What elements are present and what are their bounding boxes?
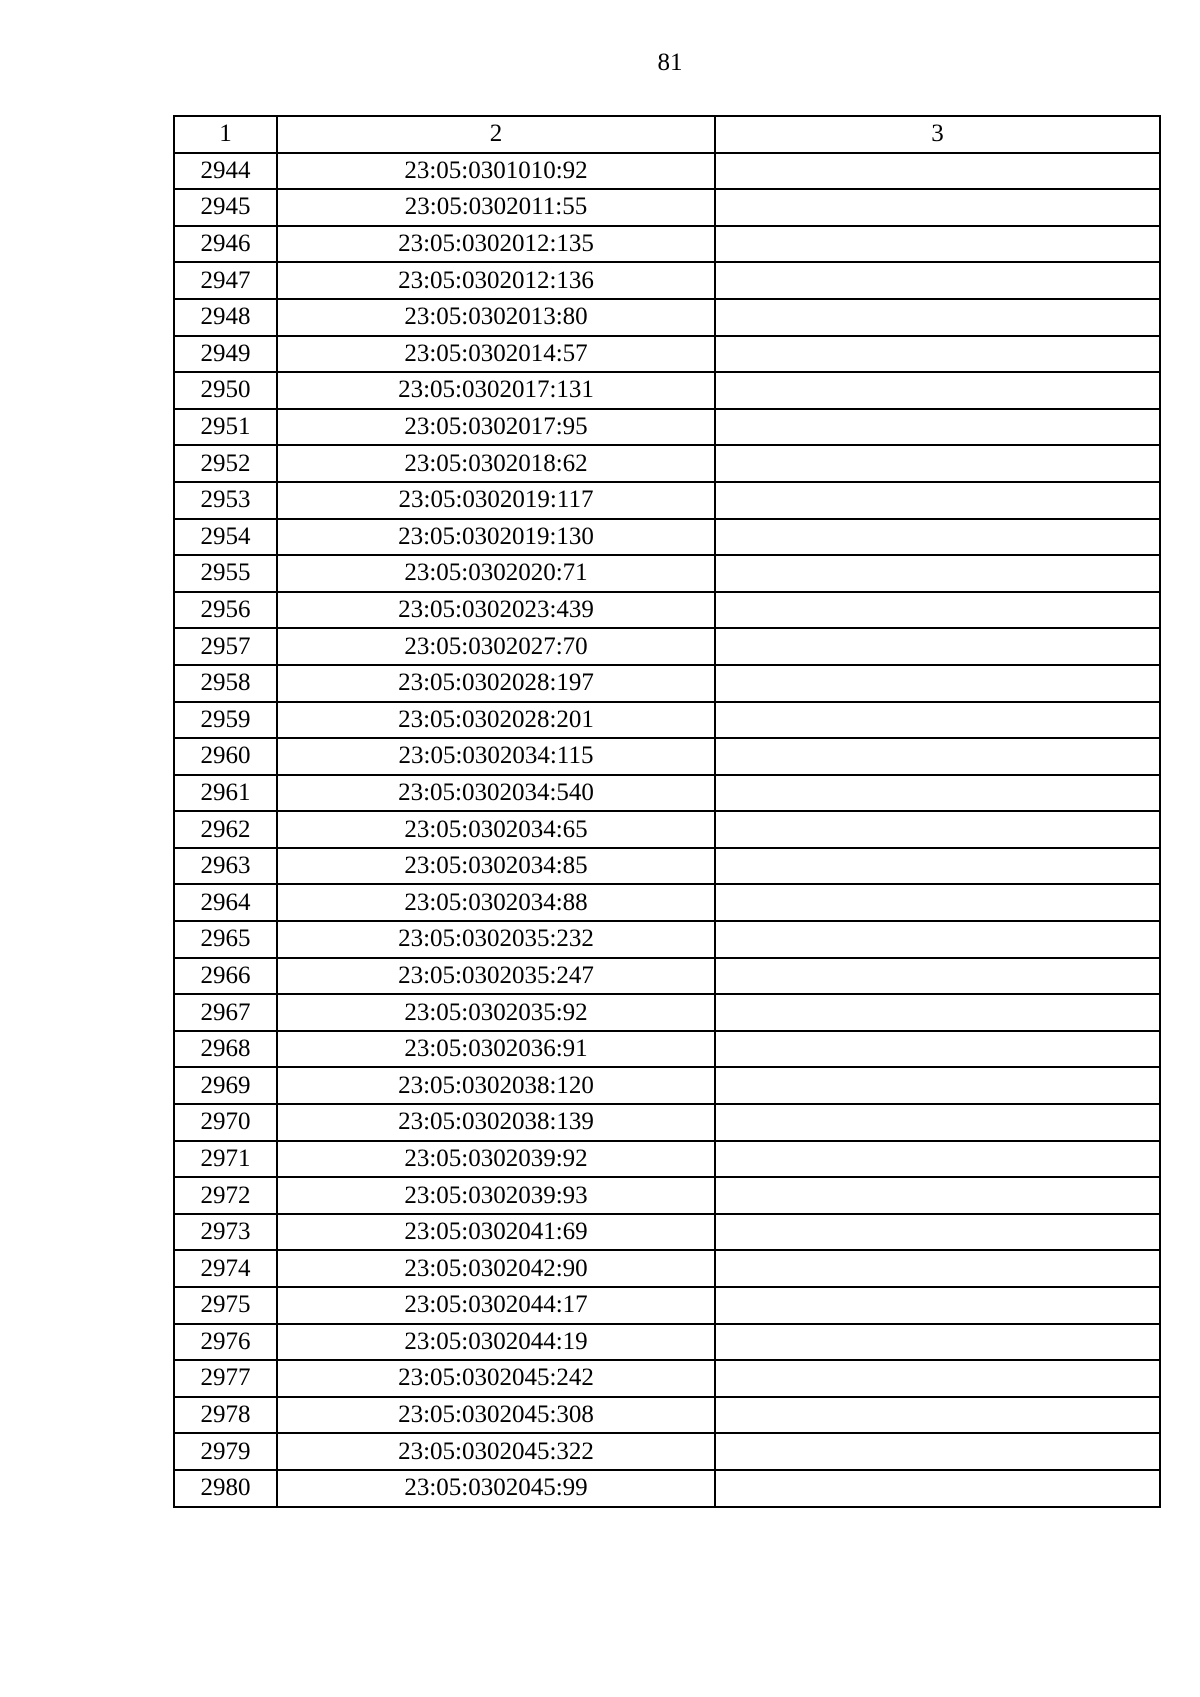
row-number-cell: 2977 [174,1360,277,1397]
cadastral-number-cell: 23:05:0302039:92 [277,1141,715,1178]
table-row [174,555,1160,592]
table-row [174,994,1160,1031]
cadastral-table [173,115,1161,1508]
table-row [174,445,1160,482]
row-number-cell: 2972 [174,1177,277,1214]
row-number-cell: 2954 [174,519,277,556]
header-cell-1: 1 [174,116,277,153]
notes-cell [715,1287,1160,1324]
notes-cell [715,189,1160,226]
notes-cell [715,226,1160,263]
table-row [174,1360,1160,1397]
notes-cell [715,299,1160,336]
table-row [174,958,1160,995]
table-row [174,1177,1160,1214]
row-number-cell: 2952 [174,445,277,482]
cadastral-number-cell: 23:05:0302038:120 [277,1067,715,1104]
row-number-cell: 2949 [174,336,277,373]
notes-cell [715,775,1160,812]
notes-cell [715,1470,1160,1507]
row-number-cell: 2957 [174,628,277,665]
notes-cell [715,153,1160,190]
notes-cell [715,592,1160,629]
notes-cell [715,555,1160,592]
notes-cell [715,519,1160,556]
row-number-cell: 2970 [174,1104,277,1141]
cadastral-number-cell: 23:05:0302041:69 [277,1214,715,1251]
table-row [174,1141,1160,1178]
row-number-cell: 2955 [174,555,277,592]
row-number-cell: 2962 [174,811,277,848]
table-row [174,775,1160,812]
table-row [174,189,1160,226]
cadastral-number-cell: 23:05:0302012:135 [277,226,715,263]
row-number-cell: 2967 [174,994,277,1031]
row-number-cell: 2969 [174,1067,277,1104]
table-row [174,1287,1160,1324]
row-number-cell: 2975 [174,1287,277,1324]
cadastral-number-cell: 23:05:0302035:92 [277,994,715,1031]
notes-cell [715,702,1160,739]
table-row [174,848,1160,885]
notes-cell [715,1067,1160,1104]
notes-cell [715,811,1160,848]
notes-cell [715,1324,1160,1361]
cadastral-number-cell: 23:05:0302023:439 [277,592,715,629]
header-cell-2: 2 [277,116,715,153]
notes-cell [715,336,1160,373]
table-row [174,1214,1160,1251]
row-number-cell: 2965 [174,921,277,958]
cadastral-number-cell: 23:05:0302017:131 [277,372,715,409]
table-row [174,1470,1160,1507]
cadastral-number-cell: 23:05:0302013:80 [277,299,715,336]
row-number-cell: 2973 [174,1214,277,1251]
cadastral-number-cell: 23:05:0302027:70 [277,628,715,665]
row-number-cell: 2959 [174,702,277,739]
table-header-row [174,116,1160,153]
row-number-cell: 2947 [174,262,277,299]
table-row [174,372,1160,409]
row-number-cell: 2968 [174,1031,277,1068]
notes-cell [715,1250,1160,1287]
table-row [174,738,1160,775]
table-row [174,336,1160,373]
notes-cell [715,958,1160,995]
table-row [174,519,1160,556]
notes-cell [715,1031,1160,1068]
table-row [174,1067,1160,1104]
notes-cell [715,848,1160,885]
cadastral-number-cell: 23:05:0302034:115 [277,738,715,775]
notes-cell [715,1104,1160,1141]
cadastral-number-cell: 23:05:0302044:17 [277,1287,715,1324]
row-number-cell: 2945 [174,189,277,226]
cadastral-number-cell: 23:05:0302028:201 [277,702,715,739]
table-row [174,409,1160,446]
cadastral-number-cell: 23:05:0302034:85 [277,848,715,885]
row-number-cell: 2960 [174,738,277,775]
row-number-cell: 2944 [174,153,277,190]
notes-cell [715,665,1160,702]
table-row [174,153,1160,190]
notes-cell [715,1433,1160,1470]
cadastral-number-cell: 23:05:0302019:130 [277,519,715,556]
cadastral-number-cell: 23:05:0302018:62 [277,445,715,482]
cadastral-number-cell: 23:05:0302012:136 [277,262,715,299]
cadastral-number-cell: 23:05:0302035:232 [277,921,715,958]
table-body [174,116,1160,1507]
cadastral-number-cell: 23:05:0302014:57 [277,336,715,373]
cadastral-number-cell: 23:05:0301010:92 [277,153,715,190]
cadastral-number-cell: 23:05:0302036:91 [277,1031,715,1068]
row-number-cell: 2976 [174,1324,277,1361]
cadastral-number-cell: 23:05:0302034:88 [277,884,715,921]
row-number-cell: 2979 [174,1433,277,1470]
row-number-cell: 2974 [174,1250,277,1287]
notes-cell [715,1214,1160,1251]
cadastral-number-cell: 23:05:0302042:90 [277,1250,715,1287]
table-row [174,299,1160,336]
table-row [174,1324,1160,1361]
cadastral-number-cell: 23:05:0302035:247 [277,958,715,995]
table-row [174,921,1160,958]
table-row [174,811,1160,848]
table-row [174,592,1160,629]
notes-cell [715,921,1160,958]
cadastral-number-cell: 23:05:0302045:308 [277,1397,715,1434]
table-row [174,884,1160,921]
cadastral-number-cell: 23:05:0302028:197 [277,665,715,702]
cadastral-number-cell: 23:05:0302011:55 [277,189,715,226]
table-row [174,1397,1160,1434]
notes-cell [715,1177,1160,1214]
row-number-cell: 2948 [174,299,277,336]
cadastral-number-cell: 23:05:0302045:242 [277,1360,715,1397]
table-row [174,665,1160,702]
cadastral-number-cell: 23:05:0302039:93 [277,1177,715,1214]
table-row [174,628,1160,665]
cadastral-number-cell: 23:05:0302017:95 [277,409,715,446]
notes-cell [715,884,1160,921]
notes-cell [715,482,1160,519]
cadastral-number-cell: 23:05:0302045:322 [277,1433,715,1470]
table-row [174,1031,1160,1068]
row-number-cell: 2963 [174,848,277,885]
notes-cell [715,445,1160,482]
header-cell-3: 3 [715,116,1160,153]
page-number: 81 [657,49,683,76]
table-row [174,482,1160,519]
notes-cell [715,1397,1160,1434]
table-row [174,1250,1160,1287]
cadastral-number-cell: 23:05:0302038:139 [277,1104,715,1141]
table-row [174,702,1160,739]
row-number-cell: 2953 [174,482,277,519]
row-number-cell: 2958 [174,665,277,702]
notes-cell [715,262,1160,299]
cadastral-number-cell: 23:05:0302045:99 [277,1470,715,1507]
row-number-cell: 2966 [174,958,277,995]
table-row [174,1433,1160,1470]
cadastral-number-cell: 23:05:0302019:117 [277,482,715,519]
row-number-cell: 2950 [174,372,277,409]
notes-cell [715,372,1160,409]
table-row [174,1104,1160,1141]
cadastral-number-cell: 23:05:0302034:65 [277,811,715,848]
row-number-cell: 2951 [174,409,277,446]
notes-cell [715,1360,1160,1397]
row-number-cell: 2978 [174,1397,277,1434]
row-number-cell: 2971 [174,1141,277,1178]
table-row [174,262,1160,299]
row-number-cell: 2961 [174,775,277,812]
row-number-cell: 2946 [174,226,277,263]
notes-cell [715,628,1160,665]
cadastral-number-cell: 23:05:0302020:71 [277,555,715,592]
row-number-cell: 2964 [174,884,277,921]
notes-cell [715,738,1160,775]
row-number-cell: 2956 [174,592,277,629]
cadastral-number-cell: 23:05:0302044:19 [277,1324,715,1361]
cadastral-number-cell: 23:05:0302034:540 [277,775,715,812]
table-row [174,226,1160,263]
notes-cell [715,409,1160,446]
notes-cell [715,994,1160,1031]
notes-cell [715,1141,1160,1178]
row-number-cell: 2980 [174,1470,277,1507]
